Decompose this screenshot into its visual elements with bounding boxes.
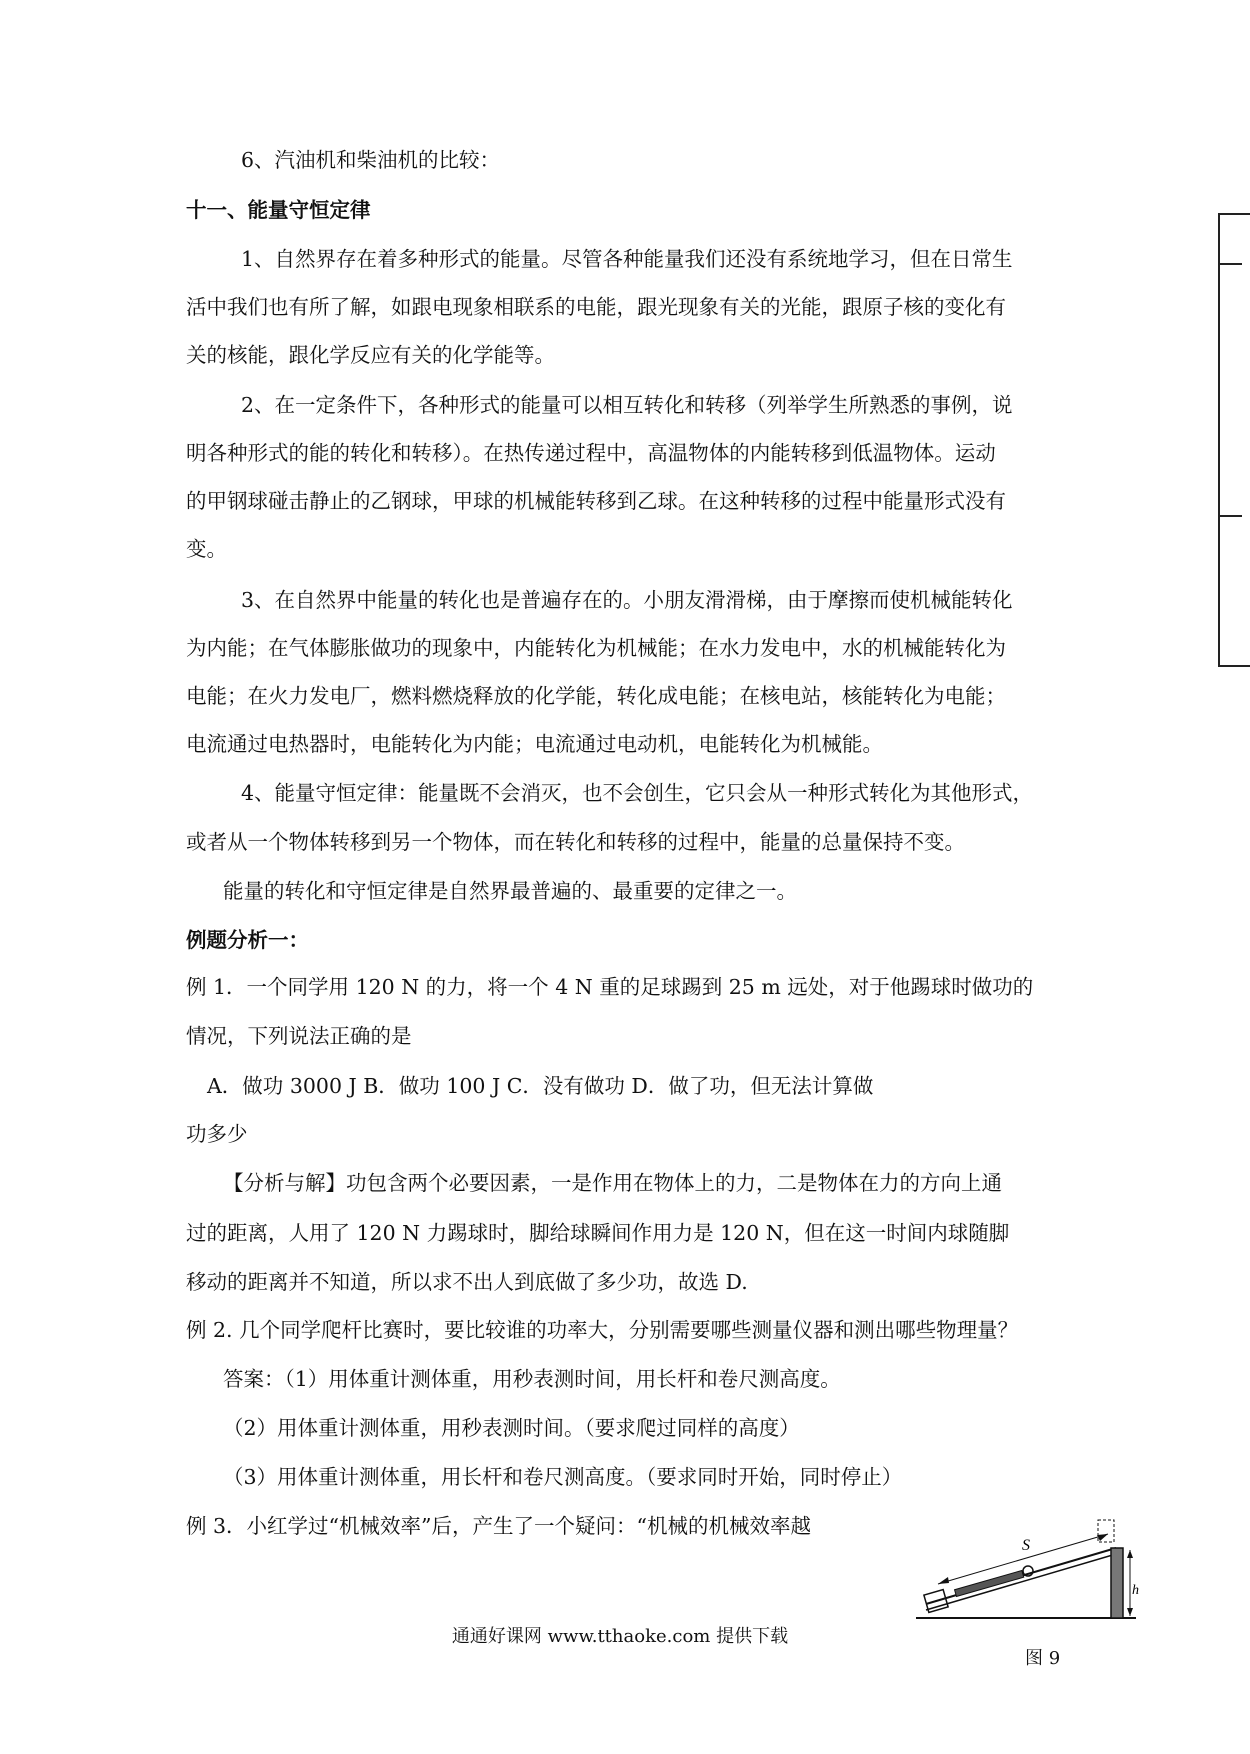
text-line: 为内能；在气体膨胀做功的现象中，内能转化为机械能；在水力发电中，水的机械能转化为 <box>186 636 1006 660</box>
label-s: S <box>1022 1537 1030 1554</box>
incline-surface-lower <box>926 1554 1116 1610</box>
section-heading: 例题分析一： <box>186 928 309 952</box>
text-line: 例 2. 几个同学爬杆比赛时，要比较谁的功率大，分别需要哪些测量仪器和测出哪些物理量？ <box>186 1318 1019 1342</box>
text-line: 4、能量守恒定律：能量既不会消灭，也不会创生，它只会从一种形式转化为其他形式， <box>241 781 1034 805</box>
text-line: 3、在自然界中能量的转化也是普遍存在的。小朋友滑滑梯，由于摩擦而使机械能转化 <box>241 588 1013 612</box>
section-heading: 十一、能量守恒定律 <box>186 198 371 222</box>
text-line: 6、汽油机和柴油机的比较： <box>241 148 501 172</box>
text-line: 电能；在火力发电厂，燃料燃烧释放的化学能，转化成电能；在核电站，核能转化为电能； <box>186 684 1006 708</box>
label-h: h <box>1132 1583 1139 1598</box>
text-line: 例 1．一个同学用 120 N 的力，将一个 4 N 重的足球踢到 25 m 远处，对于他踢球时做功的 <box>186 975 1034 999</box>
text-line: 答案：（1）用体重计测体重，用秒表测时间，用长杆和卷尺测高度。 <box>223 1367 841 1391</box>
text-line: A．做功 3000 J B．做功 100 J C．没有做功 D．做了功，但无法计算做 <box>207 1074 874 1098</box>
text-line: 电流通过电热器时，电能转化为内能；电流通过电动机，电能转化为机械能。 <box>186 732 883 756</box>
text-line: 变。 <box>186 537 227 561</box>
text-line: 2、在一定条件下，各种形式的能量可以相互转化和转移（列举学生所熟悉的事例，说 <box>241 393 1013 417</box>
text-line: 例 3．小红学过“机械效率”后，产生了一个疑问：“机械的机械效率越 <box>186 1514 811 1538</box>
text-line: 的甲钢球碰击静止的乙钢球，甲球的机械能转移到乙球。在这种转移的过程中能量形式没有 <box>186 489 1006 513</box>
support-post <box>1111 1548 1123 1618</box>
text-line: （2）用体重计测体重，用秒表测时间。（要求爬过同样的高度） <box>223 1416 800 1440</box>
height-arrow-head-top <box>1127 1550 1133 1558</box>
page-footer: 通通好课网 www.tthaoke.com 提供下载 <box>451 1626 789 1647</box>
text-line: 关的核能，跟化学反应有关的化学能等。 <box>186 343 555 367</box>
text-line: 或者从一个物体转移到另一个物体，而在转化和转移的过程中，能量的总量保持不变。 <box>186 830 965 854</box>
incline-figure <box>916 1520 1139 1620</box>
height-arrow-head-bottom <box>1127 1608 1133 1616</box>
text-line: 活中我们也有所了解，如跟电现象相联系的电能，跟光现象有关的光能，跟原子核的变化有 <box>186 295 1006 319</box>
margin-tick <box>1218 263 1242 265</box>
distance-arrow-head-right <box>1097 1534 1108 1541</box>
text-line: 过的距离，人用了 120 N 力踢球时，脚给球瞬间作用力是 120 N，但在这一时间内球随脚 <box>186 1221 1010 1245</box>
text-line: （3）用体重计测体重，用长杆和卷尺测高度。（要求同时开始，同时停止） <box>223 1465 903 1489</box>
text-line: 明各种形式的能的转化和转移）。在热传递过程中，高温物体的内能转移到低温物体。运动 <box>186 441 996 465</box>
text-line: 功多少 <box>186 1122 248 1146</box>
margin-tick <box>1218 515 1242 517</box>
text-line: 移动的距离并不知道，所以求不出人到底做了多少功，故选 D. <box>186 1270 748 1294</box>
margin-box <box>1218 213 1250 667</box>
text-line: 【分析与解】功包含两个必要因素，一是作用在物体上的力，二是物体在力的方向上通 <box>223 1171 1002 1195</box>
text-line: 情况，下列说法正确的是 <box>186 1024 412 1048</box>
figure-caption: 图 9 <box>1025 1648 1061 1669</box>
distance-arrow-head-left <box>938 1577 949 1584</box>
text-line: 能量的转化和守恒定律是自然界最普遍的、最重要的定律之一。 <box>223 879 797 903</box>
text-line: 1、自然界存在着多种形式的能量。尽管各种能量我们还没有系统地学习，但在日常生 <box>241 247 1013 271</box>
